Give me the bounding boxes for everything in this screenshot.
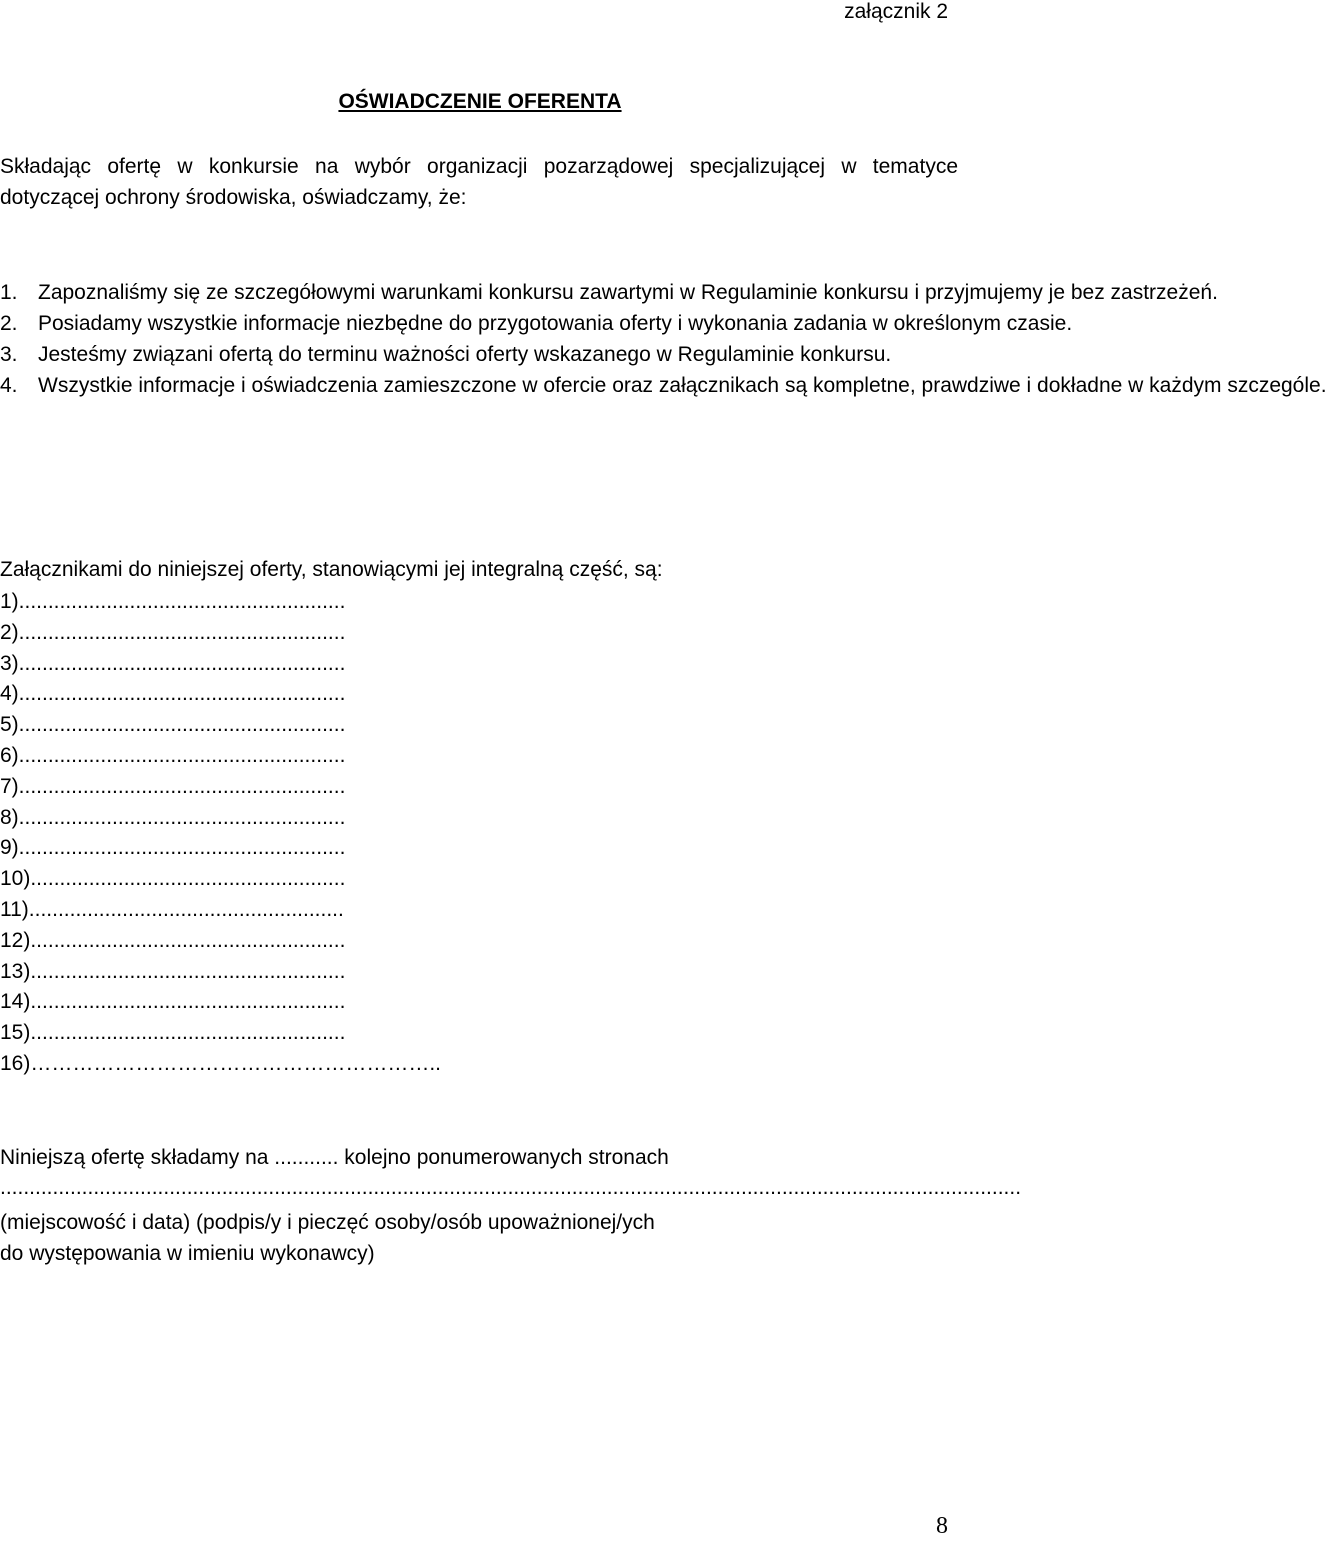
- item-number: 1.: [0, 281, 18, 304]
- attachments-list: [0, 587, 441, 1080]
- attachment-line: 11)......................................................: [0, 897, 344, 921]
- attachment-line: 12)......................................................: [0, 928, 346, 952]
- signature-label-line: (miejscowość i data) (podpis/y i pieczęć osoby/osób upoważnionej/ych: [0, 1211, 655, 1234]
- declaration-item: [0, 370, 1327, 401]
- declaration-item: [0, 308, 1073, 339]
- attachment-line: 10)......................................................: [0, 867, 346, 891]
- signature-dotted-line: ...............................................................................................................................................................................: [0, 1176, 1022, 1199]
- attachment-line: 16)…………………………………………………..: [0, 1051, 442, 1075]
- document-title: OŚWIADCZENIE OFERENTA: [338, 90, 622, 113]
- declaration-item: [0, 277, 1218, 308]
- attachment-line: 15)......................................................: [0, 1021, 346, 1045]
- attachment-line: 13)......................................................: [0, 959, 346, 983]
- item-text: Posiadamy wszystkie informacje niezbędne do przygotowania oferty i wykonania zadania w określonym czasie.: [38, 312, 1073, 335]
- attachment-line: 5)........................................................: [0, 713, 346, 737]
- attachment-line: 14)......................................................: [0, 990, 346, 1014]
- attachment-line: 8)........................................................: [0, 805, 346, 829]
- signature-label-line: do występowania w imieniu wykonawcy): [0, 1242, 375, 1265]
- attachments-heading: Załącznikami do niniejszej oferty, stanowiącymi jej integralną część, są:: [0, 558, 663, 581]
- signature-label: [0, 1207, 655, 1269]
- attachment-line: 9)........................................................: [0, 836, 346, 860]
- pages-statement: Niniejszą ofertę składamy na ........... kolejno ponumerowanych stronach: [0, 1146, 669, 1169]
- attachment-line: 3)........................................................: [0, 651, 346, 675]
- item-text: Jesteśmy związani ofertą do terminu ważności oferty wskazanego w Regulaminie konkursu.: [38, 343, 892, 366]
- item-text: Wszystkie informacje i oświadczenia zamieszczone w ofercie oraz załącznikach są kompletne, prawdziwe i dokładne w każdym szczególe.: [38, 374, 1327, 397]
- attachment-line: 6)........................................................: [0, 743, 346, 767]
- item-number: 2.: [0, 312, 18, 335]
- item-text: Zapoznaliśmy się ze szczegółowymi warunkami konkursu zawartymi w Regulaminie konkursu i przyjmujemy je bez zastrzeżeń.: [38, 281, 1218, 304]
- declaration-list: [0, 277, 1327, 401]
- page-number: 8: [936, 1513, 948, 1539]
- attachment-line: 7)........................................................: [0, 774, 346, 798]
- attachment-line: 1)........................................................: [0, 590, 346, 613]
- annex-label: załącznik 2: [844, 0, 948, 23]
- attachment-line: 2)........................................................: [0, 620, 346, 644]
- attachment-line: 4)........................................................: [0, 682, 346, 706]
- item-number: 4.: [0, 374, 18, 397]
- declaration-item: [0, 339, 958, 370]
- intro-paragraph: Składając ofertę w konkursie na wybór organizacji pozarządowej specjalizującej w tematyce dotyczącej ochrony środowiska, oświadczamy, że:: [0, 155, 958, 209]
- item-number: 3.: [0, 343, 18, 366]
